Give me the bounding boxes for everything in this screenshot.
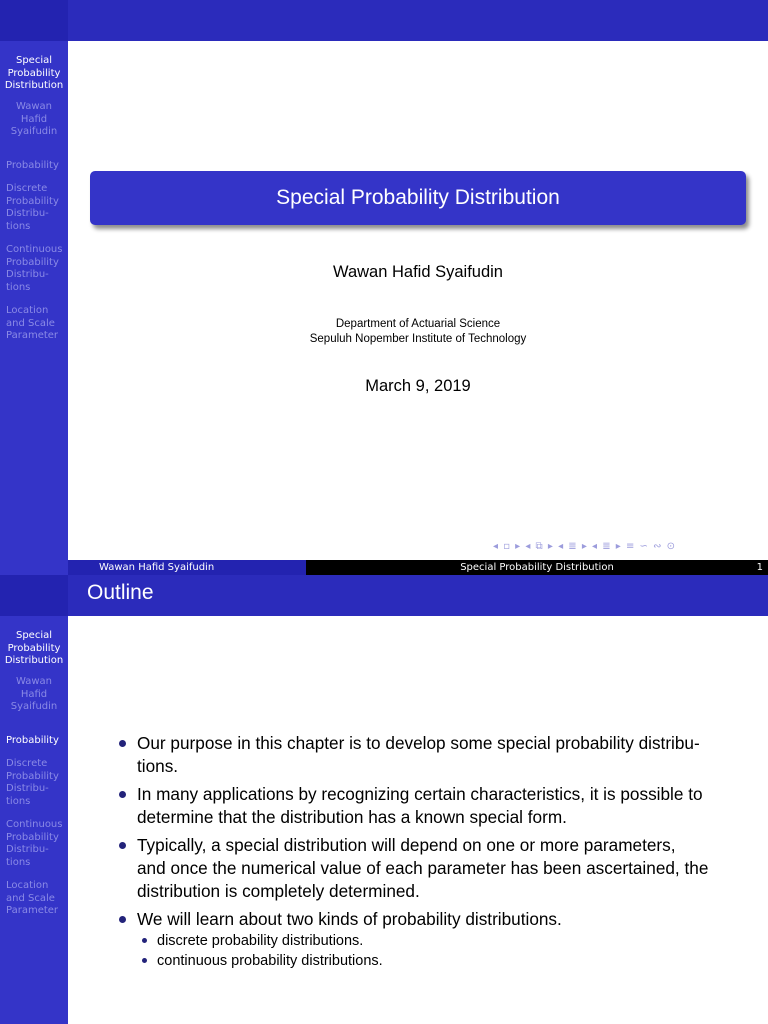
presentation-title: Special Probability Distribution [276, 186, 560, 209]
sidebar-item-label: Probability [6, 831, 59, 843]
sidebar-author-line: Wawan [15, 676, 53, 687]
bullet-icon [119, 740, 126, 747]
sidebar-author-line: Hafid [20, 688, 48, 700]
sidebar-title-line: Probability [7, 642, 61, 654]
institute-line: Department of Actuarial Science [335, 318, 501, 330]
sidebar-author-line: Syaifudin [10, 701, 58, 712]
sidebar-item-label: and Scale [6, 317, 55, 329]
sub-list-item [137, 931, 742, 951]
footer-title-box [306, 560, 768, 575]
title-box [90, 171, 746, 225]
bullet-icon [142, 938, 147, 943]
sidebar-item-label: tions [6, 795, 31, 807]
sidebar-item-probability[interactable] [6, 735, 66, 748]
bullet-icon [119, 842, 126, 849]
list-item-line: determine that the distribution has a known special form. [137, 807, 567, 827]
bullet-icon [119, 791, 126, 798]
sidebar-item-label: Distribu- [6, 783, 49, 794]
sidebar-item-label: Distribu- [6, 269, 49, 280]
sidebar-author [0, 676, 68, 714]
sidebar-header [0, 0, 68, 41]
sidebar-item-label: Location [6, 305, 49, 316]
sidebar-item-label: Probability [6, 160, 59, 171]
list-item-line: We will learn about two kinds of probability distributions. [137, 909, 562, 929]
sub-list [137, 931, 742, 971]
outline-slide [0, 575, 768, 1024]
list-item [117, 783, 742, 829]
sidebar-item-location[interactable] [6, 305, 66, 343]
sidebar-item-continuous[interactable] [6, 819, 66, 869]
list-item-line: and once the numerical value of each parameter has been ascertained, the [137, 858, 709, 878]
sidebar-item-continuous[interactable] [6, 244, 66, 294]
sidebar [0, 575, 68, 1024]
sub-list-text: discrete probability distributions. [157, 933, 364, 949]
outline-list [117, 732, 742, 971]
sidebar-item-discrete[interactable] [6, 183, 66, 233]
sidebar-header [0, 575, 68, 616]
list-item-line: Typically, a special distribution will depend on one or more parameters, [137, 835, 676, 855]
sidebar-item-label: Discrete [6, 758, 48, 769]
sidebar-item-label: Probability [6, 256, 59, 268]
footer-author: Wawan Hafid Syaifudin [99, 562, 215, 573]
presentation-date: March 9, 2019 [365, 377, 471, 395]
sidebar-item-label: Probability [6, 770, 59, 782]
sidebar-item-label: Probability [6, 735, 59, 746]
institute-line: Sepuluh Nopember Institute of Technology [309, 333, 527, 345]
sub-list-text: continuous probability distributions. [157, 953, 383, 969]
sidebar-item-label: Parameter [6, 330, 59, 341]
list-item [117, 834, 742, 903]
list-item [117, 732, 742, 778]
sidebar-item-label: Location [6, 880, 49, 891]
sidebar-title-line: Probability [7, 67, 61, 79]
list-item-line: tions. [137, 756, 179, 776]
author-name: Wawan Hafid Syaifudin [333, 263, 503, 281]
sidebar-title-link[interactable] [0, 55, 68, 93]
sidebar-title-line: Special [15, 630, 53, 641]
frame-title: Outline [87, 581, 154, 604]
list-item-line: In many applications by recognizing certain characteristics, it is possible to [137, 784, 703, 804]
sidebar-item-location[interactable] [6, 880, 66, 918]
sidebar-item-label: Continuous [6, 244, 63, 255]
navigation-controls[interactable]: ◂ ▫ ▸ ◂ ⧉ ▸ ◂ ≣ ▸ ◂ ≣ ▸ ≡ ∽ ∾ ⊙ [493, 541, 677, 552]
footer [68, 560, 768, 575]
header-bar [68, 0, 768, 41]
footer-title: Special Probability Distribution [460, 562, 614, 573]
list-item-line: distribution is completely determined. [137, 881, 420, 901]
bullet-icon [142, 958, 147, 963]
sidebar-title-line: Distribution [4, 80, 64, 91]
sidebar-author [0, 101, 68, 139]
sidebar-item-label: Distribu- [6, 208, 49, 219]
sidebar-author-line: Syaifudin [10, 126, 58, 137]
sidebar-item-label: tions [6, 220, 31, 232]
sidebar-title-line: Special [15, 55, 53, 66]
sidebar [0, 0, 68, 575]
sidebar-item-probability[interactable] [6, 160, 66, 173]
sidebar-author-line: Hafid [20, 113, 48, 125]
sidebar-item-label: Continuous [6, 819, 63, 830]
institute [68, 317, 768, 347]
footer-author-box [68, 560, 306, 575]
header-bar [68, 575, 768, 616]
sidebar-item-label: tions [6, 856, 31, 868]
bullet-icon [119, 916, 126, 923]
sidebar-title-line: Distribution [4, 655, 64, 666]
sub-list-item [137, 951, 742, 971]
sidebar-author-line: Wawan [15, 101, 53, 112]
sidebar-item-label: Discrete [6, 183, 48, 194]
list-item-line: Our purpose in this chapter is to develop some special probability distribu- [137, 733, 700, 753]
list-item [117, 908, 742, 971]
sidebar-item-discrete[interactable] [6, 758, 66, 808]
sidebar-item-label: Probability [6, 195, 59, 207]
sidebar-title-link[interactable] [0, 630, 68, 668]
page-number: 1 [756, 562, 763, 573]
sidebar-item-label: and Scale [6, 892, 55, 904]
sidebar-item-label: tions [6, 281, 31, 293]
sidebar-item-label: Parameter [6, 905, 59, 916]
sidebar-item-label: Distribu- [6, 844, 49, 855]
